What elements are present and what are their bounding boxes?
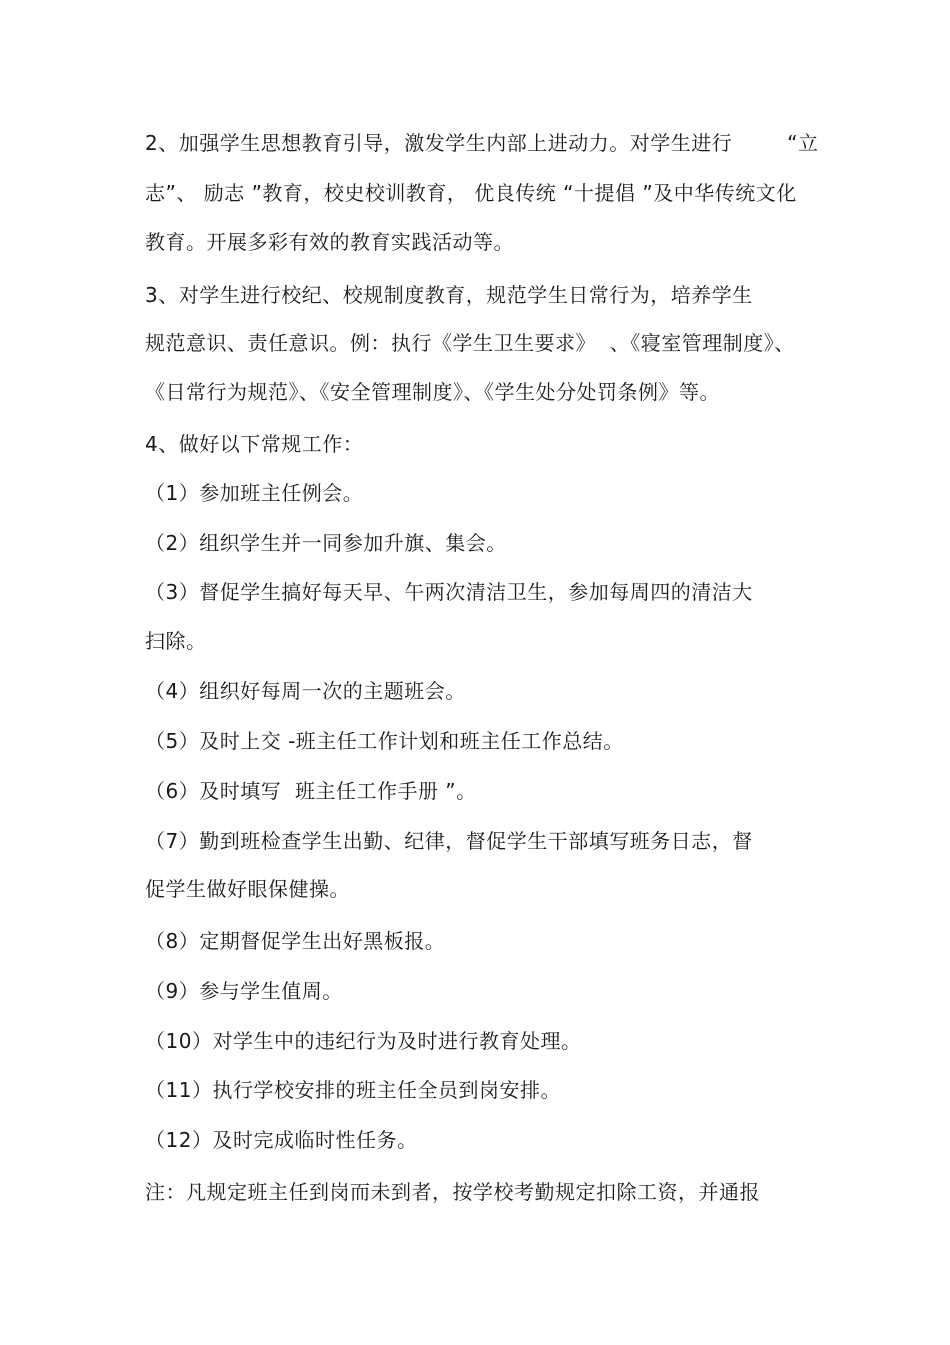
- text-line: 志”、 励志 ”教育，校史校训教育， 优良传统 “十提倡 ”及中华传统文化: [145, 181, 797, 205]
- text-line: 规范意识、责任意识。例：执行《学生卫生要求》 、《寝室管理制度》、: [145, 331, 795, 355]
- text-line: 2、加强学生思想教育引导，激发学生内部上进动力。对学生进行 “立: [145, 131, 819, 155]
- list-item: （4）组织好每周一次的主题班会。: [145, 679, 466, 703]
- list-item: （5）及时上交 -班主任工作计划和班主任工作总结。: [145, 729, 624, 753]
- text-line: 4、做好以下常规工作：: [145, 432, 364, 456]
- list-item: （12）及时完成临时性任务。: [145, 1128, 418, 1152]
- text-line: 3、对学生进行校纪、校规制度教育，规范学生日常行为，培养学生: [145, 283, 753, 307]
- list-item: （9）参与学生值周。: [145, 979, 343, 1003]
- list-item: （6）及时填写 班主任工作手册 ”。: [145, 779, 477, 803]
- list-item: （8）定期督促学生出好黑板报。: [145, 929, 446, 953]
- text-line: 促学生做好眼保健操。: [145, 877, 350, 901]
- list-item: （2）组织学生并一同参加升旗、集会。: [145, 531, 507, 555]
- text-line: 《日常行为规范》、《安全管理制度》、《学生处分处罚条例》等。: [145, 380, 720, 404]
- text-line: 教育。开展多彩有效的教育实践活动等。: [145, 230, 514, 254]
- note-line: 注：凡规定班主任到岗而未到者，按学校考勤规定扣除工资，并通报: [145, 1180, 760, 1204]
- list-item: （1）参加班主任例会。: [145, 481, 364, 505]
- text-line: 扫除。: [145, 629, 207, 653]
- list-item: （10）对学生中的违纪行为及时进行教育处理。: [145, 1029, 582, 1053]
- list-item: （11）执行学校安排的班主任全员到岗安排。: [145, 1078, 561, 1102]
- list-item: （7）勤到班检查学生出勤、纪律，督促学生干部填写班务日志，督: [145, 829, 753, 853]
- list-item: （3）督促学生搞好每天早、午两次清洁卫生，参加每周四的清洁大: [145, 580, 753, 604]
